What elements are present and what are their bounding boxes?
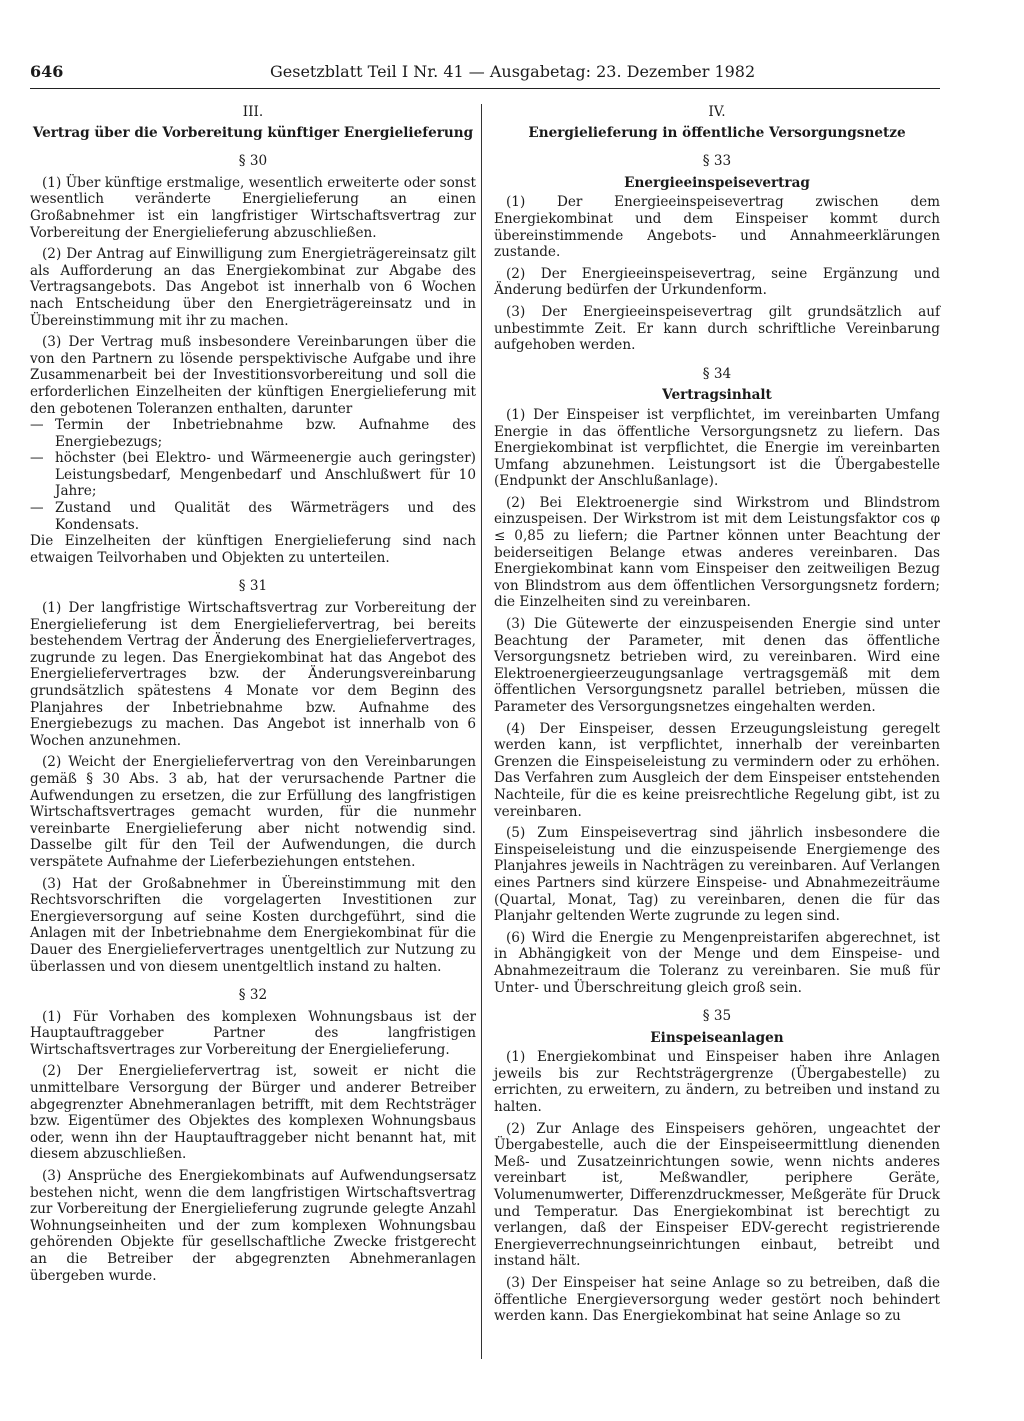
section-number: § 35 — [702, 1008, 732, 1025]
section-number: § 31 — [238, 578, 268, 595]
part-number: III. — [242, 104, 264, 120]
section-32 — [30, 987, 476, 1284]
paragraph: (3) Die Gütewerte der einzuspeisenden Energie sind unter Beachtung der Parameter, mit denen das öffentliche Versorgungsnetz betrieben wird, zu vereinbaren. Wird eine Elektroenergieerzeugungsanlage vertragsgemäß mit dem öffentlichen Versorgungsnetz parallel betrieben, müssen die Parameter des Versorgungsnetzes eingehalten werden. — [494, 616, 940, 715]
paragraph: (1) Der langfristige Wirtschaftsvertrag zur Vorbereitung der Energielieferung ist dem Energieliefervertrag, bei bereits bestehendem Vertrag der Änderung des Energieliefervertrages, zugrunde zu legen. Das Energiekombinat hat das Angebot des Energieliefervertrages bzw. der Änderungsvereinbarung grundsätzlich spätestens 4 Monate vor dem Beginn des Planjahres der Inbetriebnahme bzw. Aufnahme des Energiebezugs zu machen. Das Angebot ist innerhalb von 6 Wochen anzunehmen. — [30, 600, 476, 749]
section-31 — [30, 578, 476, 975]
paragraph: (6) Wird die Energie zu Mengenpreistarifen abgerechnet, ist in Abhängigkeit von der Menge und dem Einspeise- und Abnahmezeitraum die Toleranz zu vereinbaren. Sie muß für Unter- und Überschreitung gleich groß sein. — [494, 929, 940, 996]
paragraph: (2) Bei Elektroenergie sind Wirkstrom und Blindstrom einzuspeisen. Der Wirkstrom ist mit dem Leistungsfaktor cos φ ≤ 0,85 zu liefern; die Partner können unter Beachtung der beiderseitigen Belange etwas anderes vereinbaren. Das Energiekombinat kann vom Einspeiser den zeitweiligen Bezug von Blindstrom aus dem öffentlichen Versorgungsnetz fordern; die Einzelheiten sind zu vereinbaren. — [494, 494, 940, 611]
paragraph: (1) Energiekombinat und Einspeiser haben ihre Anlagen jeweils bis zur Rechtsträgergrenze (Übergabestelle) zu errichten, zu erweitern, zu ändern, zu betreiben und instand zu halten. — [494, 1049, 940, 1116]
page-number: 646 — [30, 62, 64, 81]
paragraph: (4) Der Einspeiser, dessen Erzeugungsleistung geregelt werden kann, ist verpflichtet, innerhalb der vereinbarten Grenzen die Einspeiseleistung zu vermindern oder zu erhöhen. Das Verfahren zum Ausgleich der dem Einspeiser entstehenden Nachteile, für die es keine preisrechtliche Regelung gibt, ist zu vereinbaren. — [494, 720, 940, 820]
section-number: § 32 — [238, 987, 268, 1004]
section-number: § 30 — [238, 153, 268, 170]
paragraph: (3) Der Energieeinspeisevertrag gilt grundsätzlich auf unbestimmte Zeit. Er kann durch schriftliche Vereinbarung aufgehoben werden. — [494, 303, 940, 354]
running-head: Gesetzblatt Teil I Nr. 41 — Ausgabetag: 23. Dezember 1982 — [270, 62, 756, 81]
paragraph: (1) Für Vorhaben des komplexen Wohnungsbaus ist der Hauptauftraggeber Partner des langfristigen Wirtschaftsvertrages zur Vorbereitung der Energielieferung. — [30, 1008, 476, 1058]
paragraph: (1) Über künftige erstmalige, wesentlich erweiterte oder sonst wesentlich veränderte Energielieferung an einen Großabnehmer ist ein langfristiger Wirtschaftsvertrag zur Vorbereitung der Energielieferung abzuschließen. — [30, 174, 476, 241]
section-heading: Energieeinspeisevertrag — [624, 174, 810, 191]
part-number: IV. — [708, 104, 726, 120]
section-number: § 34 — [702, 365, 732, 382]
paragraph: (3) Ansprüche des Energiekombinats auf Aufwendungsersatz bestehen nicht, wenn die dem langfristigen Wirtschaftsvertrag zur Vorbereitung der Energielieferung zugrunde gelegte Anzahl Wohnungseinheiten und der zum komplexen Wohnungsbau gehörenden Objekte für gesellschaftliche Zwecke fristgerecht an die Betreiber der abgegrenzten Abnehmeranlagen übergeben wurde. — [30, 1168, 476, 1284]
paragraph: (1) Der Energieeinspeisevertrag zwischen dem Energiekombinat und dem Einspeiser kommt durch übereinstimmende Angebots- und Annahmeerklärungen zustande. — [494, 194, 940, 261]
left-column — [30, 104, 476, 1289]
paragraph: (3) Der Vertrag muß insbesondere Vereinbarungen über die von den Partnern zu lösende perspektivische Aufgabe und ihre Zusammenarbeit bei der Investitionsvorbereitung und soll die erforderlichen Einzelheiten der künftigen Energielieferung mit den gebotenen Toleranzen enthalten, darunter — [30, 334, 476, 417]
right-column — [494, 104, 940, 1330]
section-heading: Einspeiseanlagen — [650, 1029, 784, 1046]
paragraph: (2) Der Energieliefervertrag ist, soweit er nicht die unmittelbare Versorgung der Bürger und anderer Betreiber abgegrenzter Abnehmeranlagen betrifft, mit dem Rechtsträger bzw. Eigentümer des Objektes des komplexen Wohnungsbaus oder, wenn ihn der Hauptauftraggeber nicht benannt hat, mit diesem abzuschließen. — [30, 1063, 476, 1163]
list-item: — höchster (bei Elektro- und Wärmeenergie auch geringster) Leistungsbedarf, Mengenbedarf und Anschlußwert für 10 Jahre; — [30, 450, 476, 500]
paragraph: (2) Der Energieeinspeisevertrag, seine Ergänzung und Änderung bedürfen der Urkundenform. — [494, 265, 940, 299]
section-34 — [494, 366, 940, 996]
page-header — [30, 62, 940, 89]
paragraph: (3) Hat der Großabnehmer in Übereinstimmung mit den Rechtsvorschriften die vorgelagerten Investitionen zur Energieversorgung auf seine Kosten durchgeführt, sind die Anlagen mit der Inbetriebnahme dem Energiekombinat für die Dauer des Energieliefervertrages unentgeltlich zur Nutzung zu überlassen und von diesem unentgeltlich instand zu halten. — [30, 875, 476, 975]
section-35 — [494, 1008, 940, 1325]
paragraph: (2) Zur Anlage des Einspeisers gehören, ungeachtet der Übergabestelle, auch die der Einspeiseermittlung dienenden Meß- und Zusatzeinrichtungen sowie, wenn nichts anderes vereinbart ist, Meßwandler, periphere Geräte, Volumenumwerter, Differenzdruckmesser, Meßgeräte für Druck und Temperatur. Das Energiekombinat ist berechtigt zu verlangen, daß der Einspeiser EDV-gerecht registrierende Energieverrechnungseinrichtungen einbaut, betreibt und instand hält. — [494, 1120, 940, 1270]
paragraph: (2) Weicht der Energieliefervertrag von den Vereinbarungen gemäß § 30 Abs. 3 ab, hat der verursachende Partner die Aufwendungen zu ersetzen, die zur Erfüllung des langfristigen Wirtschaftsvertrages gemacht wurden, für die nunmehr vereinbarte Energielieferung aber nicht notwendig sind. Dasselbe gilt für den Teil der Aufwendungen, die durch verspätete Aufnahme der Lieferbeziehungen entstehen. — [30, 754, 476, 870]
list-item: — Termin der Inbetriebnahme bzw. Aufnahme des Energiebezugs; — [30, 417, 476, 450]
part-title: Energielieferung in öffentliche Versorgungsnetze — [528, 124, 906, 141]
dash-list — [30, 417, 476, 533]
section-number: § 33 — [702, 153, 732, 170]
column-divider — [481, 104, 482, 1359]
section-33 — [494, 153, 940, 354]
paragraph: (1) Der Einspeiser ist verpflichtet, im vereinbarten Umfang Energie in das öffentliche Versorgungsnetz zu liefern. Das Energiekombinat ist verpflichtet, die Energie im vereinbarten Umfang abzunehmen. Leistungsort ist die Übergabestelle (Endpunkt der Anschlußanlage). — [494, 406, 940, 490]
section-heading: Vertragsinhalt — [662, 387, 772, 404]
paragraph: (2) Der Antrag auf Einwilligung zum Energieträgereinsatz gilt als Aufforderung an das Energiekombinat zur Abgabe des Vertragsangebots. Das Angebot ist innerhalb von 6 Wochen nach Entscheidung über den Energieträgereinsatz und in Übereinstimmung mit ihr zu machen. — [30, 246, 476, 329]
list-item: — Zustand und Qualität des Wärmeträgers und des Kondensats. — [30, 500, 476, 533]
part-title: Vertrag über die Vorbereitung künftiger Energielieferung — [32, 124, 474, 141]
paragraph: Die Einzelheiten der künftigen Energielieferung sind nach etwaigen Teilvorhaben und Objekten zu unterteilen. — [30, 533, 476, 566]
paragraph: (5) Zum Einspeisevertrag sind jährlich insbesondere die Einspeiseleistung und die einzuspeisende Energiemenge des Planjahres jeweils in Nachträgen zu vereinbaren. Auf Verlangen eines Partners sind kürzere Einspeise- und Abnahmezeiträume (Quartal, Monat, Tag) zu vereinbaren, denen die für das Planjahr geltenden Werte zugrunde zu legen sind. — [494, 825, 940, 925]
paragraph: (3) Der Einspeiser hat seine Anlage so zu betreiben, daß die öffentliche Energieversorgung weder gestört noch behindert werden kann. Das Energiekombinat hat seine Anlage so zu — [494, 1275, 940, 1325]
section-30 — [30, 153, 476, 566]
